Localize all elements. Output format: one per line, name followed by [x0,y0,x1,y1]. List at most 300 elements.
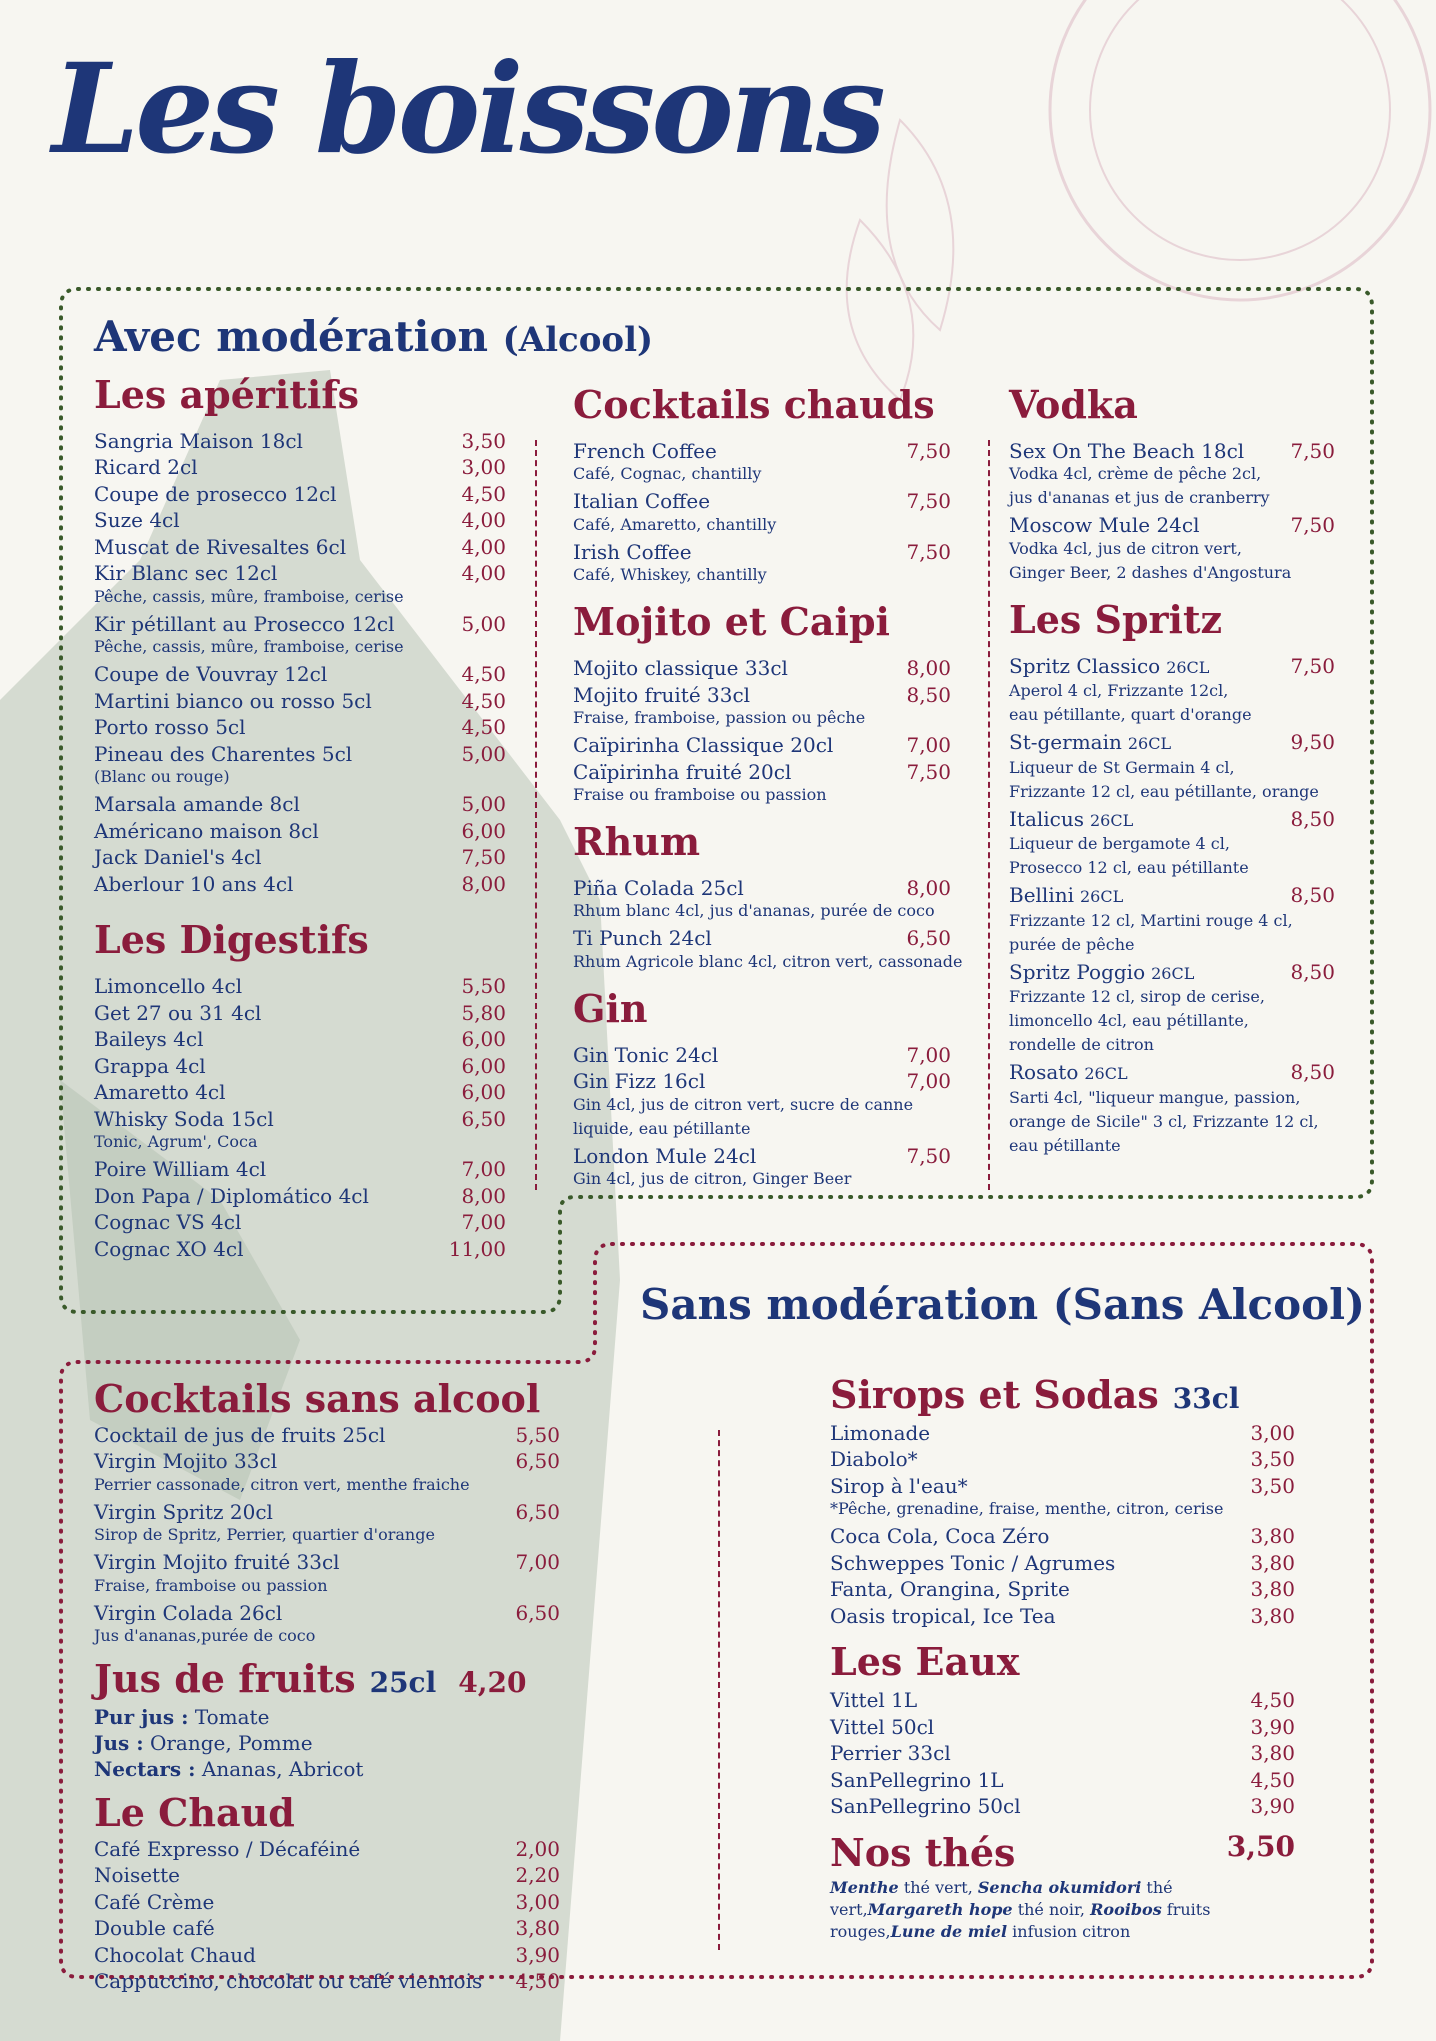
item-price: 7,00 [906,733,951,758]
section-cocktails-chauds [573,384,951,587]
item-label: Muscat de Rivesaltes 6cl [94,534,347,559]
menu-item [830,1603,1295,1630]
menu-item [94,1499,560,1526]
item-price: 5,00 [461,741,506,766]
item-label: St-germain [1009,730,1122,755]
menu-item [573,925,951,952]
item-label: Kir pétillant au Prosecco 12cl [94,611,395,636]
tea-text: infusion citron [1007,1922,1131,1942]
item-name [94,1836,360,1863]
item-label: Spritz Poggio [1009,959,1146,984]
item-name [94,844,262,871]
item-label: SanPellegrino 50cl [830,1794,1021,1819]
menu-item [94,714,506,741]
item-price: 3,00 [515,1889,560,1914]
item-price: 5,00 [461,611,506,636]
page-title: Les boissons [52,37,882,182]
item-name [830,1793,1021,1820]
item-name [94,1499,273,1526]
item-description: Liqueur de bergamote 4 cl, [1009,834,1230,854]
menu-item [830,1767,1295,1794]
menu-item [830,1420,1295,1447]
section-title: Rhum [573,819,701,865]
item-name [94,1183,369,1210]
item-description: Pêche, cassis, mûre, framboise, cerise [94,637,404,657]
item-name [94,791,300,818]
item-price: 6,50 [906,926,951,951]
item-name [94,1968,482,1995]
section-mojito [573,601,951,807]
item-description: Frizzante 12 cl, Martini rouge 4 cl, [1009,910,1293,930]
item-price: 11,00 [448,1236,506,1261]
section-title: Vodka [1009,382,1138,427]
section-aperitifs [94,374,506,897]
item-price: 3,50 [1250,1447,1295,1472]
item-price: 6,00 [461,1080,506,1105]
item-name [94,1942,256,1969]
item-label: Amaretto 4cl [94,1080,226,1105]
menu-item [573,438,951,465]
jus-label: Nectars : [94,1757,196,1782]
section-title: Mojito et Caipi [573,599,890,645]
item-label: Chocolat Chaud [94,1942,256,1967]
section-digestifs [94,919,506,1262]
section-title: Le Chaud [94,1790,295,1836]
menu-item [830,1523,1295,1550]
item-label: Mojito classique 33cl [573,656,788,681]
item-label: Piña Colada 25cl [573,875,744,900]
item-name [573,488,710,515]
menu-item [94,560,506,587]
item-name [94,1209,241,1236]
menu-item [94,1183,506,1210]
item-price: 3,90 [1250,1794,1295,1819]
menu-item [94,1236,506,1263]
section-gin [573,985,951,1191]
item-label: Cocktail de jus de fruits 25cl [94,1422,386,1447]
item-price: 3,80 [1250,1550,1295,1575]
item-label: Aberlour 10 ans 4cl [94,871,294,896]
menu-item [573,1143,951,1170]
item-volume: 26CL [1080,887,1124,907]
item-price: 7,50 [906,759,951,784]
item-name [94,481,337,508]
item-description: Rhum blanc 4cl, jus d'ananas, purée de coco [573,901,935,921]
item-description: Sarti 4cl, "liqueur mangue, passion, [1009,1087,1301,1107]
item-volume: 26CL [1127,734,1172,754]
column-sa-left [94,1378,560,2009]
item-name [1009,1059,1128,1088]
item-name [94,454,198,481]
menu-item [94,973,506,1000]
item-label: Grappa 4cl [94,1053,206,1078]
item-description: eau pétillante [1009,1135,1121,1155]
item-name [830,1550,1115,1577]
menu-item [573,682,951,709]
item-price: 4,50 [461,715,506,740]
item-label: French Coffee [573,438,717,463]
item-price: 8,50 [1290,883,1335,908]
item-name [94,1889,214,1916]
item-price: 8,00 [906,875,951,900]
item-volume: 26CL [1084,1064,1128,1084]
menu-item [94,1026,506,1053]
column-sa-right [830,1374,1295,1957]
menu-item [94,1862,560,1889]
item-price: 4,00 [461,561,506,586]
item-name [94,1236,243,1263]
item-label: Poire William 4cl [94,1157,267,1182]
item-label: Baileys 4cl [94,1027,204,1052]
item-name [94,1079,226,1106]
item-price: 6,00 [461,818,506,843]
item-description: Vodka 4cl, crème de pêche 2cl, [1009,464,1262,484]
item-name [94,611,395,638]
item-description: Aperol 4 cl, Frizzante 12cl, [1009,681,1229,701]
item-description: Sirop de Spritz, Perrier, quartier d'orange [94,1525,435,1545]
item-price: 7,00 [515,1550,560,1575]
item-name [573,539,692,566]
menu-item [573,655,951,682]
item-label: Don Papa / Diplomático 4cl [94,1183,369,1208]
menu-item [1009,729,1335,758]
menu-item [830,1446,1295,1473]
item-name [94,560,277,587]
item-price: 8,50 [1290,959,1335,984]
item-name [830,1473,968,1500]
item-label: Italicus [1009,806,1084,831]
item-description: eau pétillante, quart d'orange [1009,705,1252,725]
item-description: limoncello 4cl, eau pétillante, [1009,1011,1249,1031]
item-label: Café Expresso / Décaféiné [94,1836,361,1861]
section-vodka [1009,384,1335,585]
section-chaud [94,1792,560,1995]
item-label: Sangria Maison 18cl [94,428,303,453]
column-2 [573,382,963,1205]
heading-sans-alcool: Sans modération (Sans Alcool) [640,1280,1365,1329]
menu-item [94,1448,560,1475]
item-price: 8,00 [461,871,506,896]
item-label: Cognac XO 4cl [94,1236,244,1261]
item-name [573,925,712,952]
item-label: Noisette [94,1863,180,1888]
item-name [94,973,242,1000]
menu-item [573,488,951,515]
jus-line [94,1704,560,1730]
menu-item [94,534,506,561]
item-label: Ricard 2cl [94,455,198,480]
tea-text: thé vert, [830,1878,1173,1920]
item-price: 7,50 [906,539,951,564]
item-description: Perrier cassonade, citron vert, menthe fraiche [94,1474,470,1494]
item-name [573,1143,756,1170]
item-price: 3,80 [1250,1524,1295,1549]
item-label: Suze 4cl [94,508,180,533]
item-price: 5,50 [461,974,506,999]
jus-text: Orange, Pomme [143,1731,313,1756]
item-price: 3,00 [1250,1420,1295,1445]
menu-item [830,1687,1295,1714]
section-rhum [573,819,963,974]
item-name [573,682,750,709]
item-name [573,655,788,682]
item-description: Café, Whiskey, chantilly [573,565,767,585]
item-price: 7,50 [906,489,951,514]
item-name [830,1603,1056,1630]
item-price: 7,00 [461,1210,506,1235]
item-name [830,1523,1049,1550]
menu-item [573,539,951,566]
item-label: Ti Punch 24cl [573,926,712,951]
item-label: Spritz Classico [1009,653,1161,678]
item-label: Caïpirinha Classique 20cl [573,733,834,758]
menu-item [1009,512,1335,539]
section-title: Sirops et Sodas 33cl [830,1372,1240,1417]
menu-item [94,871,506,898]
item-name [573,875,744,902]
item-name [1009,806,1133,835]
jus-text: Ananas, Abricot [195,1757,364,1782]
item-volume: 26CL [1166,657,1210,677]
item-price: 6,00 [461,1027,506,1052]
menu-item [94,688,506,715]
menu-item [573,732,951,759]
tea-text: thé vert, [898,1878,978,1898]
item-price: 6,50 [461,1106,506,1131]
menu-item [830,1550,1295,1577]
item-description: Prosecco 12 cl, eau pétillante [1009,858,1249,878]
menu-item [94,611,506,638]
item-name [573,438,717,465]
item-description: orange de Sicile" 3 cl, Frizzante 12 cl, [1009,1111,1319,1131]
section-jus [94,1658,560,1782]
item-label: SanPellegrino 1L [830,1767,1004,1792]
menu-item [830,1793,1295,1820]
item-price: 7,50 [1290,438,1335,463]
item-name [94,507,180,534]
item-price: 7,00 [906,1042,951,1067]
item-label: Coca Cola, Coca Zéro [830,1524,1050,1549]
section-title: Les Spritz [1009,596,1223,642]
item-price: 8,00 [461,1183,506,1208]
tea-name: Lune de miel [890,1922,1008,1942]
item-volume: 26CL [1151,963,1195,983]
item-description: Frizzante 12 cl, sirop de cerise, [1009,987,1265,1007]
item-name [830,1687,917,1714]
item-price: 8,50 [1290,1060,1335,1085]
item-price: 3,80 [1250,1603,1295,1628]
section-title: Nos thés 3,50 [830,1829,1295,1875]
item-description: Pêche, cassis, mûre, framboise, cerise [94,586,404,606]
jus-text: Tomate [188,1705,270,1730]
item-label: Bellini [1009,883,1074,908]
item-description: Café, Cognac, chantilly [573,464,762,484]
menu-item [1009,653,1335,682]
item-label: Coupe de Vouvray 12cl [94,662,328,687]
item-label: Moscow Mule 24cl [1009,513,1200,538]
section-sirops [830,1374,1295,1629]
item-description: Gin 4cl, jus de citron, Ginger Beer [573,1169,852,1189]
item-label: Diabolo* [830,1447,918,1472]
item-description: Vodka 4cl, jus de citron vert, [1009,538,1242,558]
item-name [94,1106,274,1133]
menu-item [1009,959,1335,988]
menu-item [1009,438,1335,465]
item-name [1009,438,1244,465]
item-price: 4,50 [1250,1688,1295,1713]
item-label: Limoncello 4cl [94,974,243,999]
column-3 [1009,384,1335,1172]
item-name [94,741,352,768]
item-name [1009,653,1209,682]
item-label: Mojito fruité 33cl [573,682,751,707]
item-name [94,1156,266,1183]
item-price: 7,50 [461,845,506,870]
item-description: Gin 4cl, jus de citron vert, sucre de canne [573,1094,914,1114]
item-label: Get 27 ou 31 4cl [94,1000,262,1025]
item-label: Rosato [1009,1060,1079,1085]
menu-item [94,741,506,768]
item-description: Rhum Agricole blanc 4cl, citron vert, cassonade [573,951,963,971]
item-price: 7,50 [1290,513,1335,538]
menu-item [94,818,506,845]
item-name [830,1767,1004,1794]
item-price: 3,00 [461,455,506,480]
item-name [94,1915,215,1942]
item-name [94,871,293,898]
item-label: Porto rosso 5cl [94,715,246,740]
item-price: 5,80 [461,1000,506,1025]
tea-text: fruits rouges, [830,1900,1211,1942]
item-description: purée de pêche [1009,934,1135,954]
item-name [573,1042,718,1069]
menu-item [830,1714,1295,1741]
menu-item [94,661,506,688]
item-label: Café Crème [94,1889,215,1914]
item-label: Martini bianco ou rosso 5cl [94,688,372,713]
menu-item [94,1053,506,1080]
item-name [94,534,346,561]
item-label: Oasis tropical, Ice Tea [830,1603,1056,1628]
section-title: Jus de fruits 25cl 4,20 [94,1656,527,1702]
item-label: Cappuccino, chocolat ou café viennois [94,1969,483,1994]
menu-item [94,1549,560,1576]
section-title: Les apéritifs [94,372,360,417]
item-name [830,1740,951,1767]
heading-alcool: Avec modération (Alcool) [94,312,654,361]
item-label: Perrier 33cl [830,1741,951,1766]
item-price: 3,90 [515,1942,560,1967]
item-label: Virgin Spritz 20cl [94,1499,273,1524]
menu-item [94,454,506,481]
item-label: Italian Coffee [573,489,711,514]
item-description: Jus d'ananas,purée de coco [94,1626,316,1646]
item-description: Tonic, Agrum', Coca [94,1132,258,1152]
separator-1 [535,440,537,1190]
item-name [94,1549,340,1576]
item-label: Pineau des Charentes 5cl [94,741,353,766]
tea-text: thé noir, [1012,1900,1091,1920]
separator-3 [718,1430,720,1950]
item-name [94,1600,282,1627]
tea-name: Sencha okumidori [977,1878,1142,1898]
item-description: Café, Amaretto, chantilly [573,514,777,534]
menu-item [94,844,506,871]
item-name [94,1448,277,1475]
menu-item [1009,1059,1335,1088]
menu-item [94,1079,506,1106]
menu-item [94,481,506,508]
menu-item [573,1042,951,1069]
item-label: Sirop à l'eau* [830,1473,968,1498]
item-description: Ginger Beer, 2 dashes d'Angostura [1009,562,1292,582]
item-label: Limonade [830,1420,931,1445]
menu-item [94,1209,506,1236]
item-name [1009,729,1171,758]
item-label: Virgin Colada 26cl [94,1600,283,1625]
section-title: Les Eaux [830,1639,1020,1685]
item-label: Double café [94,1916,215,1941]
menu-item [830,1473,1295,1500]
item-description: jus d'ananas et jus de cranberry [1009,488,1270,508]
item-price: 3,50 [1250,1473,1295,1498]
menu-item [94,1836,560,1863]
item-description: rondelle de citron [1009,1035,1154,1055]
item-description: (Blanc ou rouge) [94,767,230,787]
menu-item [94,1156,506,1183]
item-description: liquide, eau pétillante [573,1118,751,1138]
item-price: 5,00 [461,792,506,817]
jus-label: Pur jus : [94,1705,189,1730]
item-label: Kir Blanc sec 12cl [94,561,278,586]
item-label: Virgin Mojito 33cl [94,1449,278,1474]
item-label: Vittel 50cl [830,1714,935,1739]
item-price: 3,80 [1250,1577,1295,1602]
tea-name: Margareth hope [867,1900,1013,1920]
section-eaux [830,1641,1295,1819]
jus-lines [94,1704,560,1782]
item-description: Fraise, framboise ou passion [94,1575,328,1595]
menu-item [830,1576,1295,1603]
item-description: Fraise, framboise, passion ou pêche [573,708,866,728]
item-label: Caïpirinha fruité 20cl [573,759,792,784]
item-price: 2,00 [515,1836,560,1861]
section-thes [830,1829,1295,1944]
menu-item [94,428,506,455]
item-label: Irish Coffee [573,539,692,564]
section-title: Cocktails sans alcool [94,1376,541,1421]
item-name [94,688,372,715]
item-label: Marsala amande 8cl [94,792,300,817]
item-name [94,714,246,741]
item-name [573,732,833,759]
item-name [830,1576,1070,1603]
item-name [573,759,791,786]
item-price: 8,00 [906,656,951,681]
item-description: Liqueur de St Germain 4 cl, [1009,757,1235,777]
item-price: 8,50 [1290,806,1335,831]
item-name [94,1000,261,1027]
item-price: 4,00 [461,508,506,533]
item-name [1009,959,1194,988]
menu-item [573,759,951,786]
item-price: 3,90 [1250,1714,1295,1739]
separator-2 [988,440,990,1190]
item-price: 4,00 [461,534,506,559]
menu-item [94,1600,560,1627]
item-label: Whisky Soda 15cl [94,1106,274,1131]
jus-label: Jus : [94,1731,144,1756]
